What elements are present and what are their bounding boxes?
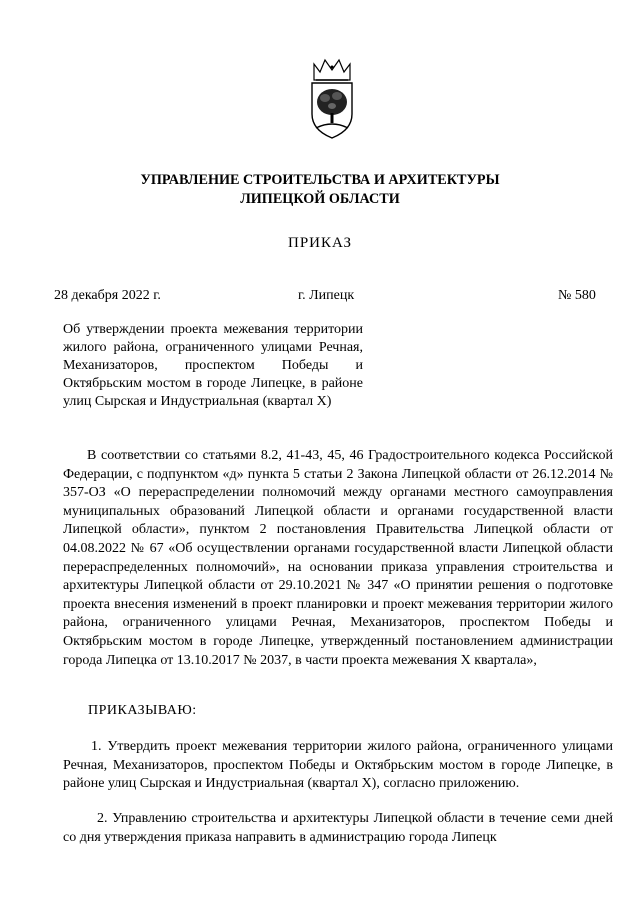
command-word: ПРИКАЗЫВАЮ:: [88, 703, 197, 718]
order-item-2: 2. Управлению строительства и архитектуры Липецкой области в течение семи дней со дня утверждения приказа направить в администрацию города Липецк: [63, 811, 613, 845]
organization-name-line-1: УПРАВЛЕНИЕ СТРОИТЕЛЬСТВА И АРХИТЕКТУРЫ: [140, 172, 500, 188]
order-item-1: 1. Утвердить проект межевания территории жилого района, ограниченного улицами Речная, Механизаторов, проспектом Победы и Октябрьским мостом в городе Липецке, в районе улиц Сырская и Индустриальная (квартал Х), согласно приложению.: [63, 739, 613, 792]
document-subject: Об утверждении проекта межевания территории жилого района, ограниченного улицами Речная, Механизаторов, проспектом Победы и Октябрьским мостом в городе Липецке, в районе улиц Сырская и Индустриальная (квартал Х): [63, 322, 363, 409]
preamble-paragraph: В соответствии со статьями 8.2, 41-43, 45, 46 Градостроительного кодекса Российской Федерации, с подпунктом «д» пункта 5 статьи 2 Закона Липецкой области от 26.12.2014 № 357-ОЗ «О перераспределении полномочий между органами местного самоуправления муниципальных образований Липецкой области и органами государственной власти Липецкой области», пунктом 2 постановления Правительства Липецкой области от 04.08.2022 № 67 «Об осуществлении органами государственной власти Липецкой области перераспределенных полномочий», на основании приказа управления строительства и архитектуры Липецкой области от 29.10.2021 № 347 «О принятии решения о подготовке проекта внесения изменений в проект планировки и проект межевания территории жилого района, ограниченного улицами Речная, Механизаторов, проспектом Победы и Октябрьским мостом в городе Липецке, утвержденный постановлением администрации города Липецка от 13.10.2017 № 2037, в части проекта межевания Х квартала»,: [63, 448, 613, 668]
organization-name-line-2: ЛИПЕЦКОЙ ОБЛАСТИ: [240, 191, 400, 207]
document-number: № 580: [558, 288, 596, 303]
document-type-title: ПРИКАЗ: [288, 235, 352, 251]
document-city: г. Липецк: [298, 288, 355, 303]
document-date: 28 декабря 2022 г.: [54, 288, 161, 303]
coat-of-arms-icon: [306, 58, 358, 140]
